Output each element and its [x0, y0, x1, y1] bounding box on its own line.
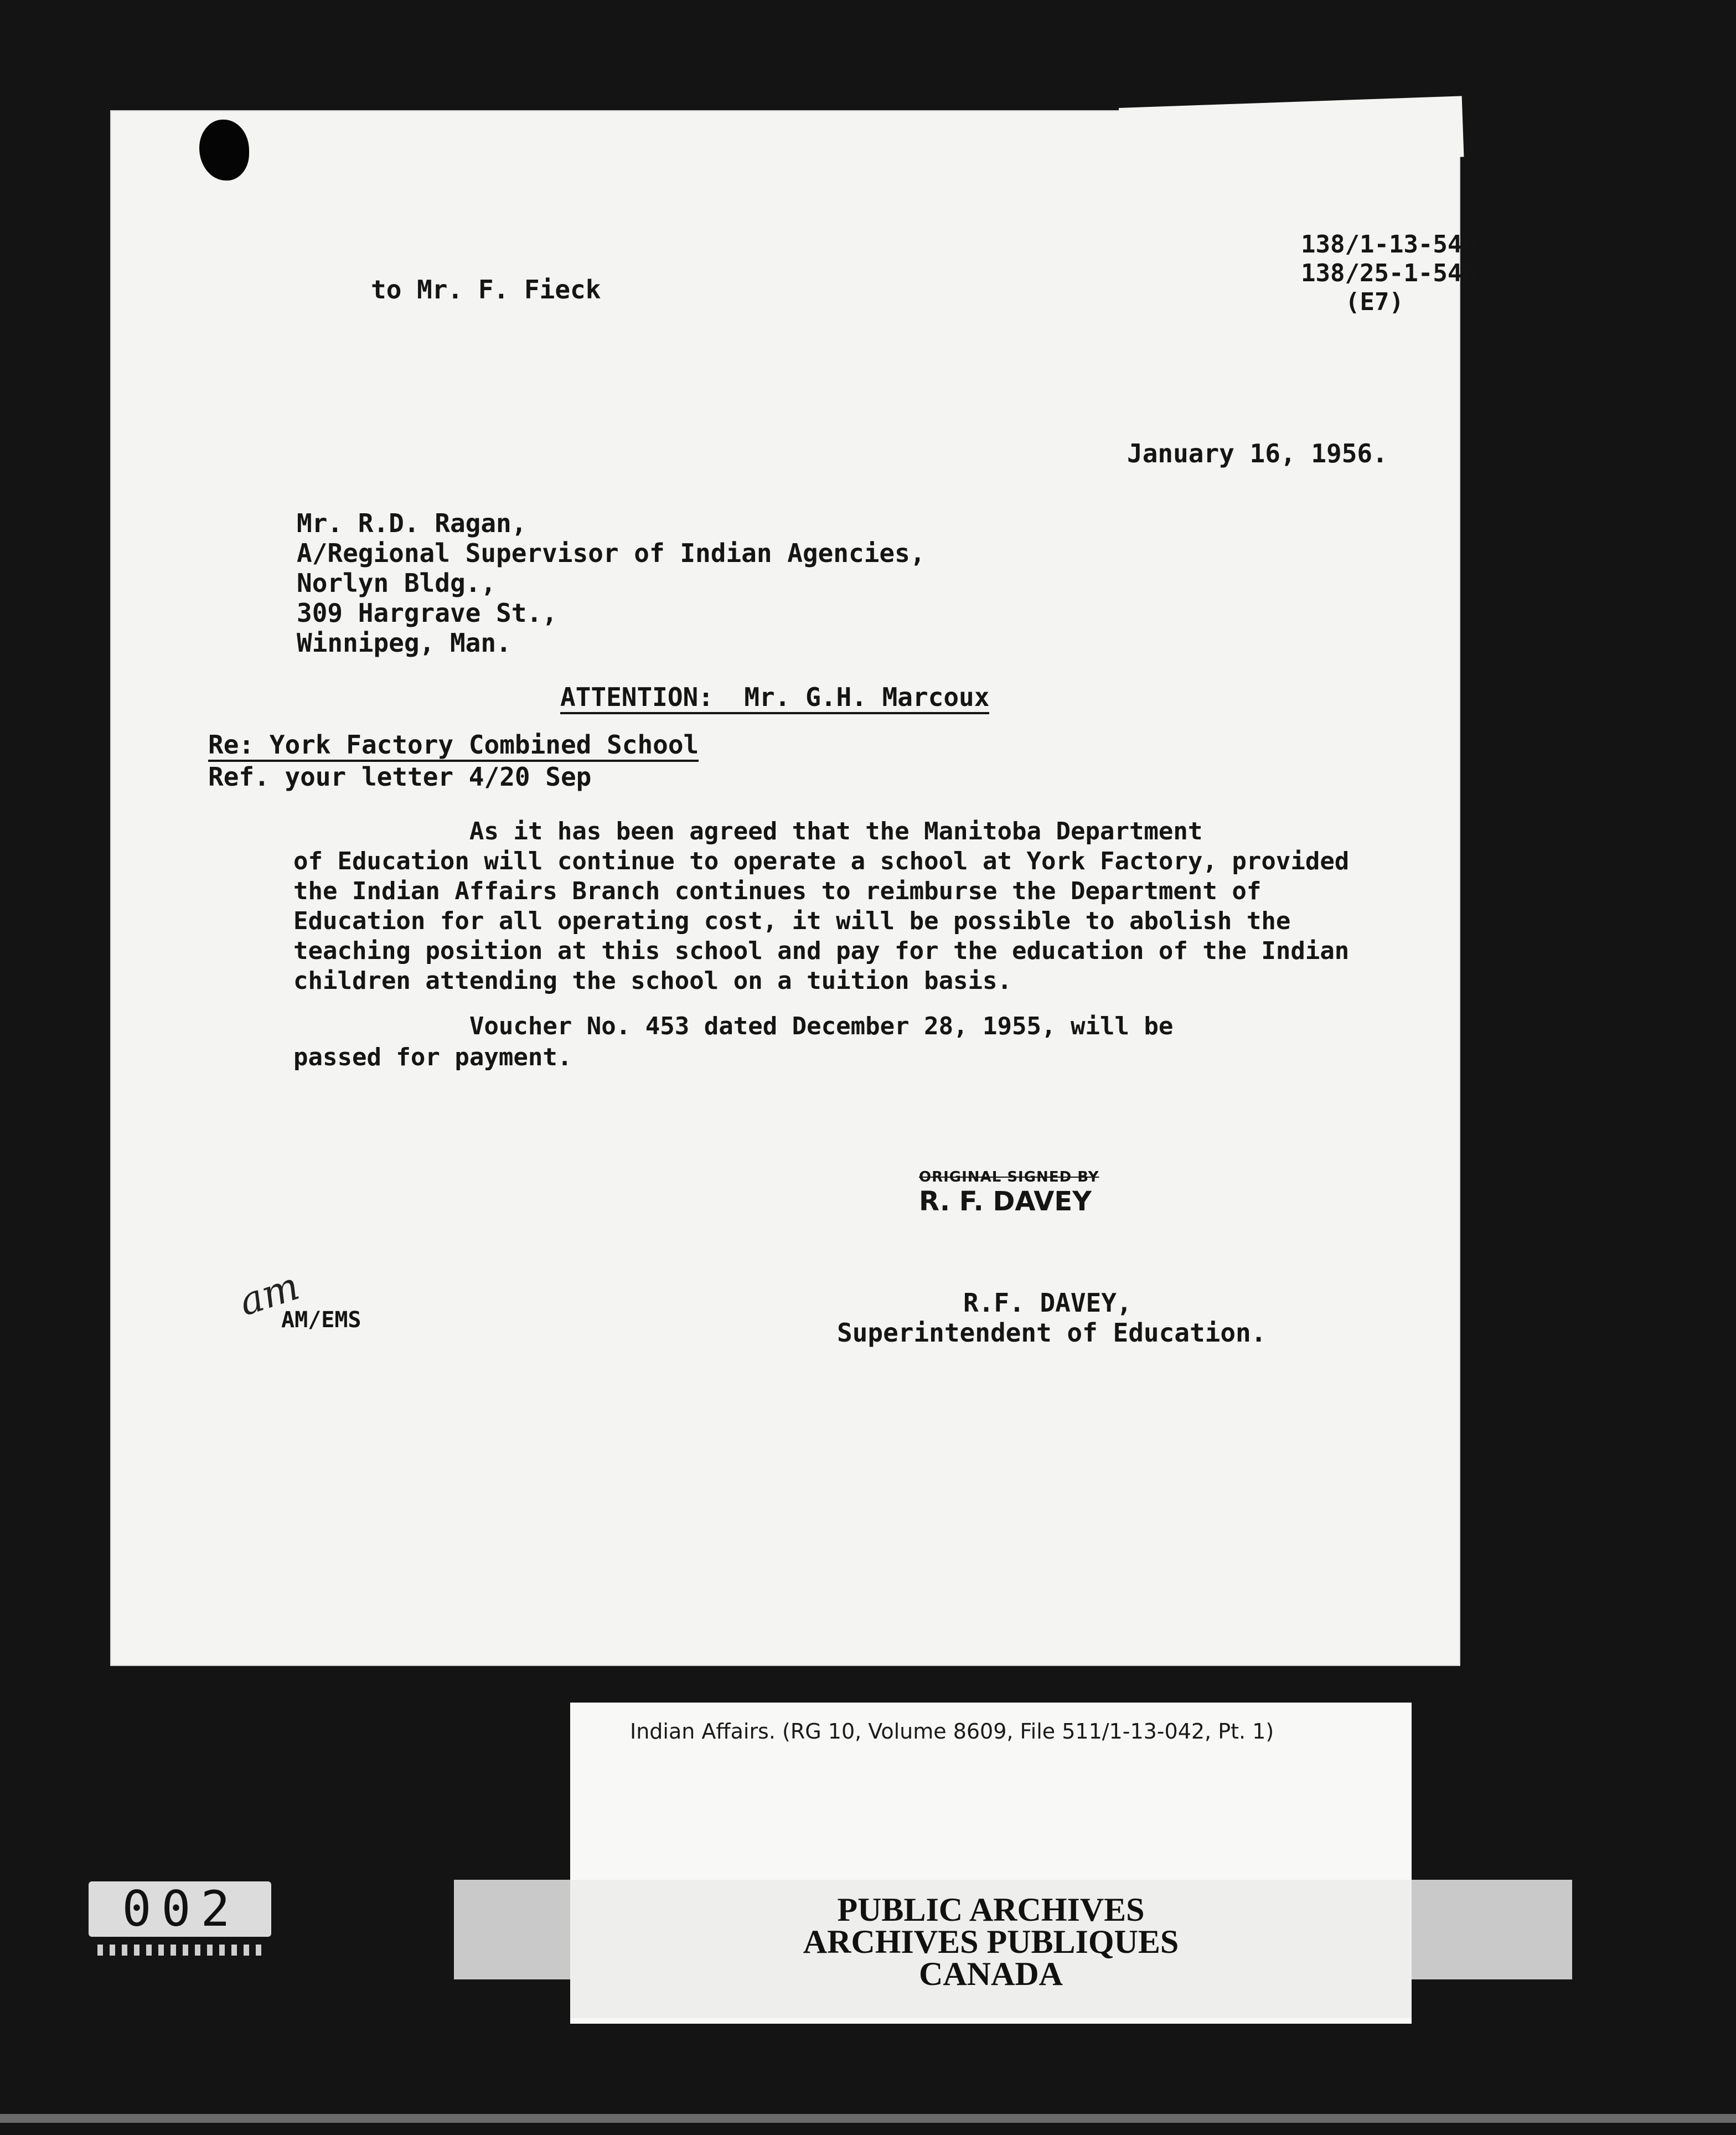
signature-name: R.F. DAVEY, — [963, 1288, 1132, 1318]
file-ref-1: 138/1-13-546 — [1301, 230, 1477, 259]
addressee-line-4: 309 Hargrave St., — [297, 598, 557, 628]
frame-counter-ticks — [97, 1945, 264, 1956]
reference-line: Ref. your letter 4/20 Sep — [208, 762, 592, 792]
folded-corner — [1119, 96, 1464, 169]
paragraph2-line-2: passed for payment. — [293, 1043, 572, 1071]
signature-title: Superintendent of Education. — [837, 1318, 1267, 1348]
archive-line-3: CANADA — [919, 1956, 1063, 1992]
handwritten-initials: am — [233, 1263, 305, 1325]
archive-line-2: ARCHIVES PUBLIQUES — [803, 1923, 1179, 1960]
archive-citation: Indian Affairs. (RG 10, Volume 8609, File 511/1-13-042, Pt. 1) — [630, 1719, 1274, 1744]
paragraph1-line-2: of Education will continue to operate a school at York Factory, provided — [293, 847, 1350, 875]
addressee-line-3: Norlyn Bldg., — [297, 568, 497, 598]
paragraph1-line-6: children attending the school on a tuition basis. — [293, 967, 1012, 995]
paragraph1-line-5: teaching position at this school and pay for the education of the Indian — [293, 937, 1350, 965]
paragraph1-line-3: the Indian Affairs Branch continues to reimburse the Department of — [293, 877, 1262, 905]
paragraph1-line-4: Education for all operating cost, it will be possible to abolish the — [293, 907, 1291, 935]
signed-name-stamp: R. F. DAVEY — [919, 1186, 1092, 1217]
original-signed-stamp: ORIGINAL SIGNED BY — [919, 1169, 1099, 1185]
frame-counter: 002 — [122, 1880, 240, 1937]
subject-line: Re: York Factory Combined School — [208, 732, 699, 762]
addressee-line-2: A/Regional Supervisor of Indian Agencies, — [297, 538, 926, 568]
archive-stamp-text — [570, 1891, 1412, 1992]
addressee-line-5: Winnipeg, Man. — [297, 628, 512, 658]
typist-initials: AM/EMS — [281, 1307, 361, 1333]
letter-date: January 16, 1956. — [1127, 439, 1388, 468]
paragraph2-line-1: Voucher No. 453 dated December 28, 1955, will be — [293, 1012, 1174, 1040]
film-edge — [0, 2114, 1736, 2123]
file-ref-3: (E7) — [1345, 288, 1404, 316]
file-ref-2: 138/25-1-546 — [1301, 259, 1477, 287]
archive-line-1: PUBLIC ARCHIVES — [837, 1891, 1145, 1928]
addressee-line-1: Mr. R.D. Ragan, — [297, 508, 527, 538]
copy-to-line: to Mr. F. Fieck — [371, 275, 601, 305]
paragraph1-line-1: As it has been agreed that the Manitoba Department — [293, 817, 1203, 845]
attention-line: ATTENTION: Mr. G.H. Marcoux — [560, 684, 989, 714]
